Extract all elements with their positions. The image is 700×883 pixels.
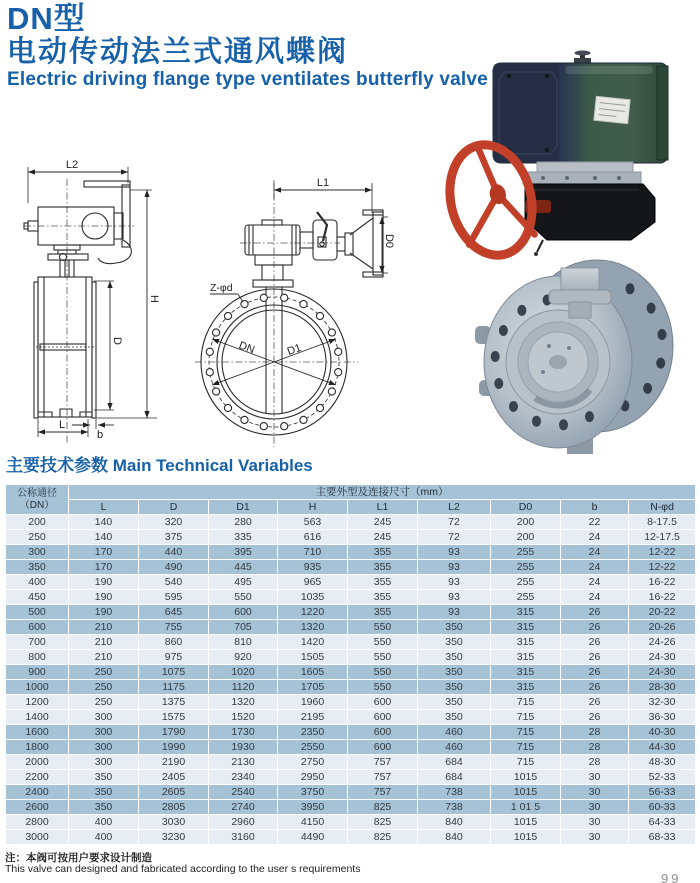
table-cell: 1320	[278, 620, 348, 635]
table-cell: 30	[561, 785, 629, 800]
product-title-chinese: 电动传动法兰式通风蝶阀	[7, 36, 349, 68]
table-cell: 810	[209, 635, 278, 650]
table-cell: 64-33	[629, 815, 696, 830]
table-cell: 3160	[209, 830, 278, 845]
table-cell: 400	[69, 815, 139, 830]
table-cell: 30	[561, 830, 629, 845]
table-cell: 26	[561, 695, 629, 710]
table-cell: 24	[561, 590, 629, 605]
table-cell: 965	[278, 575, 348, 590]
table-cell: 2200	[6, 770, 69, 785]
table-cell: 460	[418, 725, 491, 740]
table-cell: 300	[69, 725, 139, 740]
table-cell: 26	[561, 620, 629, 635]
table-row	[6, 710, 696, 725]
product-photo	[425, 50, 700, 455]
table-cell: 350	[6, 560, 69, 575]
table-cell: 72	[418, 530, 491, 545]
table-row	[6, 725, 696, 740]
table-cell: 26	[561, 710, 629, 725]
table-cell: 250	[6, 530, 69, 545]
table-row	[6, 515, 696, 530]
table-cell: 1400	[6, 710, 69, 725]
table-cell: 1730	[209, 725, 278, 740]
table-row	[6, 785, 696, 800]
note-english: This valve can designed and fabricated according to the user s requirements	[5, 863, 361, 875]
table-cell: 1990	[139, 740, 209, 755]
table-row	[6, 605, 696, 620]
dim-label-l2: L2	[65, 159, 79, 171]
column-header: b	[561, 500, 629, 515]
column-header: H	[278, 500, 348, 515]
table-row	[6, 815, 696, 830]
table-cell: 210	[69, 650, 139, 665]
dim-label-d: D	[111, 337, 123, 345]
section-title-cn: 主要技术参数	[6, 456, 108, 475]
table-body	[6, 515, 696, 845]
table-cell: 40-30	[629, 725, 696, 740]
table-cell: 140	[69, 530, 139, 545]
table-row	[6, 560, 696, 575]
table-cell: 355	[348, 545, 418, 560]
table-cell: 190	[69, 575, 139, 590]
table-cell: 645	[139, 605, 209, 620]
table-cell: 93	[418, 605, 491, 620]
table-cell: 715	[491, 710, 561, 725]
table-cell: 684	[418, 755, 491, 770]
table-cell: 1520	[209, 710, 278, 725]
table-cell: 24	[561, 530, 629, 545]
table-cell: 26	[561, 650, 629, 665]
table-cell: 170	[69, 545, 139, 560]
table-cell: 616	[278, 530, 348, 545]
table-cell: 1800	[6, 740, 69, 755]
table-cell: 550	[348, 665, 418, 680]
table-cell: 68-33	[629, 830, 696, 845]
table-cell: 350	[69, 770, 139, 785]
table-cell: 350	[418, 650, 491, 665]
table-cell: 93	[418, 545, 491, 560]
table-cell: 2195	[278, 710, 348, 725]
table-cell: 705	[209, 620, 278, 635]
table-cell: 24-26	[629, 635, 696, 650]
table-cell: 24	[561, 575, 629, 590]
table-cell: 36-30	[629, 710, 696, 725]
table-cell: 56-33	[629, 785, 696, 800]
column-header: D1	[209, 500, 278, 515]
table-row	[6, 590, 696, 605]
table-cell: 190	[69, 590, 139, 605]
table-cell: 2540	[209, 785, 278, 800]
table-cell: 1200	[6, 695, 69, 710]
table-cell: 300	[6, 545, 69, 560]
table-cell: 2950	[278, 770, 348, 785]
table-cell: 1375	[139, 695, 209, 710]
table-cell: 28	[561, 755, 629, 770]
table-cell: 715	[491, 725, 561, 740]
table-cell: 20-26	[629, 620, 696, 635]
table-cell: 1015	[491, 815, 561, 830]
table-row	[6, 695, 696, 710]
table-cell: 28	[561, 740, 629, 755]
table-cell: 710	[278, 545, 348, 560]
table-cell: 540	[139, 575, 209, 590]
dim-label-d1: D1	[285, 341, 304, 358]
table-cell: 16-22	[629, 590, 696, 605]
table-cell: 2605	[139, 785, 209, 800]
front-view-drawing	[10, 145, 195, 450]
table-cell: 245	[348, 530, 418, 545]
table-row	[6, 650, 696, 665]
table-cell: 26	[561, 605, 629, 620]
table-cell: 12-17.5	[629, 530, 696, 545]
table-cell: 2340	[209, 770, 278, 785]
table-cell: 93	[418, 560, 491, 575]
table-cell: 700	[6, 635, 69, 650]
table-cell: 3750	[278, 785, 348, 800]
table-row	[6, 755, 696, 770]
table-cell: 1505	[278, 650, 348, 665]
table-cell: 315	[491, 680, 561, 695]
table-cell: 210	[69, 620, 139, 635]
table-cell: 320	[139, 515, 209, 530]
dn-column-header: 公称通径 （DN）	[6, 485, 69, 515]
table-cell: 375	[139, 530, 209, 545]
table-cell: 2800	[6, 815, 69, 830]
column-header: L	[69, 500, 139, 515]
dim-label-b: b	[96, 429, 104, 441]
table-cell: 24-30	[629, 665, 696, 680]
table-cell: 3000	[6, 830, 69, 845]
table-cell: 250	[69, 665, 139, 680]
table-cell: 20-22	[629, 605, 696, 620]
table-cell: 8-17.5	[629, 515, 696, 530]
table-cell: 550	[348, 650, 418, 665]
table-cell: 490	[139, 560, 209, 575]
table-cell: 24	[561, 545, 629, 560]
table-cell: 975	[139, 650, 209, 665]
table-cell: 840	[418, 815, 491, 830]
table-cell: 825	[348, 800, 418, 815]
table-cell: 255	[491, 545, 561, 560]
column-header: N-φd	[629, 500, 696, 515]
table-row	[6, 680, 696, 695]
table-cell: 600	[348, 740, 418, 755]
table-cell: 757	[348, 785, 418, 800]
table-cell: 715	[491, 740, 561, 755]
table-cell: 460	[418, 740, 491, 755]
table-group-header-row	[6, 485, 696, 500]
table-cell: 350	[69, 800, 139, 815]
table-cell: 72	[418, 515, 491, 530]
table-cell: 1600	[6, 725, 69, 740]
table-cell: 1 01 5	[491, 800, 561, 815]
dim-label-dn: DN	[237, 339, 257, 357]
table-cell: 26	[561, 635, 629, 650]
table-cell: 860	[139, 635, 209, 650]
table-cell: 350	[418, 695, 491, 710]
column-header: D0	[491, 500, 561, 515]
table-cell: 840	[418, 830, 491, 845]
table-cell: 600	[348, 725, 418, 740]
table-cell: 315	[491, 650, 561, 665]
table-cell: 1020	[209, 665, 278, 680]
table-cell: 1015	[491, 830, 561, 845]
table-cell: 255	[491, 560, 561, 575]
table-cell: 757	[348, 755, 418, 770]
table-cell: 48-30	[629, 755, 696, 770]
table-cell: 715	[491, 695, 561, 710]
table-cell: 190	[69, 605, 139, 620]
table-cell: 30	[561, 815, 629, 830]
table-cell: 12-22	[629, 560, 696, 575]
table-cell: 1420	[278, 635, 348, 650]
side-view-drawing	[190, 155, 410, 450]
table-cell: 1790	[139, 725, 209, 740]
table-row	[6, 770, 696, 785]
column-header: L2	[418, 500, 491, 515]
table-cell: 738	[418, 800, 491, 815]
table-cell: 2805	[139, 800, 209, 815]
table-cell: 30	[561, 800, 629, 815]
table-cell: 595	[139, 590, 209, 605]
table-cell: 1575	[139, 710, 209, 725]
table-cell: 2000	[6, 755, 69, 770]
table-cell: 395	[209, 545, 278, 560]
table-cell: 245	[348, 515, 418, 530]
table-cell: 600	[348, 695, 418, 710]
table-cell: 24	[561, 560, 629, 575]
table-cell: 2550	[278, 740, 348, 755]
table-cell: 755	[139, 620, 209, 635]
table-cell: 280	[209, 515, 278, 530]
table-cell: 1175	[139, 680, 209, 695]
column-header: L1	[348, 500, 418, 515]
table-cell: 355	[348, 560, 418, 575]
table-cell: 44-30	[629, 740, 696, 755]
table-cell: 935	[278, 560, 348, 575]
table-cell: 26	[561, 665, 629, 680]
table-cell: 3950	[278, 800, 348, 815]
table-cell: 2130	[209, 755, 278, 770]
table-cell: 60-33	[629, 800, 696, 815]
table-row	[6, 800, 696, 815]
title-block	[7, 1, 488, 90]
table-cell: 440	[139, 545, 209, 560]
model-title: DN型	[7, 1, 86, 36]
table-cell: 1320	[209, 695, 278, 710]
table-cell: 355	[348, 575, 418, 590]
table-cell: 1075	[139, 665, 209, 680]
table-row	[6, 740, 696, 755]
table-cell: 1930	[209, 740, 278, 755]
table-cell: 255	[491, 590, 561, 605]
dim-label-z-phi-d: Z-φd	[210, 282, 233, 294]
table-cell: 1120	[209, 680, 278, 695]
table-cell: 355	[348, 605, 418, 620]
table-row	[6, 635, 696, 650]
table-cell: 1015	[491, 770, 561, 785]
table-cell: 600	[209, 605, 278, 620]
table-cell: 32-30	[629, 695, 696, 710]
table-cell: 30	[561, 770, 629, 785]
dimensions-group-header: 主要外型及连接尺寸（mm）	[69, 485, 696, 500]
table-row	[6, 530, 696, 545]
spec-table	[5, 484, 696, 845]
table-cell: 315	[491, 620, 561, 635]
table-cell: 2600	[6, 800, 69, 815]
table-subheader-row	[6, 500, 696, 515]
table-cell: 550	[209, 590, 278, 605]
table-cell: 350	[418, 710, 491, 725]
table-cell: 445	[209, 560, 278, 575]
table-cell: 200	[491, 530, 561, 545]
section-title-en: Main Technical Variables	[112, 456, 313, 475]
table-cell: 2350	[278, 725, 348, 740]
table-cell: 350	[418, 635, 491, 650]
table-cell: 2190	[139, 755, 209, 770]
table-cell: 400	[69, 830, 139, 845]
table-row	[6, 545, 696, 560]
table-cell: 400	[6, 575, 69, 590]
table-cell: 93	[418, 575, 491, 590]
table-cell: 250	[69, 680, 139, 695]
page-number: 99	[661, 871, 682, 883]
table-cell: 1015	[491, 785, 561, 800]
table-row	[6, 575, 696, 590]
table-cell: 28-30	[629, 680, 696, 695]
table-cell: 4150	[278, 815, 348, 830]
table-cell: 825	[348, 830, 418, 845]
table-cell: 825	[348, 815, 418, 830]
table-cell: 52-33	[629, 770, 696, 785]
table-cell: 450	[6, 590, 69, 605]
table-cell: 1605	[278, 665, 348, 680]
table-cell: 1220	[278, 605, 348, 620]
table-cell: 2740	[209, 800, 278, 815]
table-cell: 800	[6, 650, 69, 665]
product-title-english: Electric driving flange type ventilates butterfly valve	[7, 69, 488, 90]
table-cell: 200	[491, 515, 561, 530]
table-cell: 315	[491, 605, 561, 620]
table-cell: 900	[6, 665, 69, 680]
table-cell: 93	[418, 590, 491, 605]
dim-label-h: H	[148, 295, 160, 303]
table-cell: 350	[418, 680, 491, 695]
table-cell: 3030	[139, 815, 209, 830]
dim-label-l1: L1	[316, 177, 330, 189]
dim-label-d0: D0	[383, 233, 395, 249]
table-cell: 300	[69, 755, 139, 770]
table-cell: 600	[6, 620, 69, 635]
table-cell: 4490	[278, 830, 348, 845]
table-cell: 28	[561, 725, 629, 740]
table-row	[6, 665, 696, 680]
table-cell: 300	[69, 740, 139, 755]
table-cell: 550	[348, 620, 418, 635]
table-cell: 350	[418, 620, 491, 635]
table-cell: 12-22	[629, 545, 696, 560]
table-cell: 140	[69, 515, 139, 530]
table-cell: 350	[418, 665, 491, 680]
table-cell: 920	[209, 650, 278, 665]
table-cell: 350	[69, 785, 139, 800]
table-cell: 24-30	[629, 650, 696, 665]
table-cell: 2750	[278, 755, 348, 770]
table-cell: 757	[348, 770, 418, 785]
table-row	[6, 830, 696, 845]
table-cell: 550	[348, 635, 418, 650]
table-cell: 170	[69, 560, 139, 575]
table-cell: 1705	[278, 680, 348, 695]
table-cell: 600	[348, 710, 418, 725]
table-cell: 1035	[278, 590, 348, 605]
table-cell: 1000	[6, 680, 69, 695]
table-cell: 684	[418, 770, 491, 785]
table-cell: 255	[491, 575, 561, 590]
section-title	[6, 451, 313, 476]
table-cell: 22	[561, 515, 629, 530]
actuator-label	[594, 96, 630, 123]
table-cell: 250	[69, 695, 139, 710]
table-cell: 335	[209, 530, 278, 545]
table-cell: 495	[209, 575, 278, 590]
table-cell: 300	[69, 710, 139, 725]
table-cell: 2405	[139, 770, 209, 785]
column-header: D	[139, 500, 209, 515]
table-cell: 315	[491, 635, 561, 650]
table-cell: 200	[6, 515, 69, 530]
table-cell: 16-22	[629, 575, 696, 590]
table-cell: 500	[6, 605, 69, 620]
table-cell: 315	[491, 665, 561, 680]
note-chinese: 注：本阀可按用户要求设计制造	[5, 852, 152, 864]
table-cell: 715	[491, 755, 561, 770]
table-cell: 550	[348, 680, 418, 695]
table-cell: 1960	[278, 695, 348, 710]
table-cell: 563	[278, 515, 348, 530]
table-cell: 3230	[139, 830, 209, 845]
table-cell: 210	[69, 635, 139, 650]
table-cell: 2960	[209, 815, 278, 830]
table-cell: 738	[418, 785, 491, 800]
dim-label-l: L	[58, 419, 66, 431]
table-row	[6, 620, 696, 635]
table-cell: 355	[348, 590, 418, 605]
table-cell: 2400	[6, 785, 69, 800]
table-cell: 26	[561, 680, 629, 695]
